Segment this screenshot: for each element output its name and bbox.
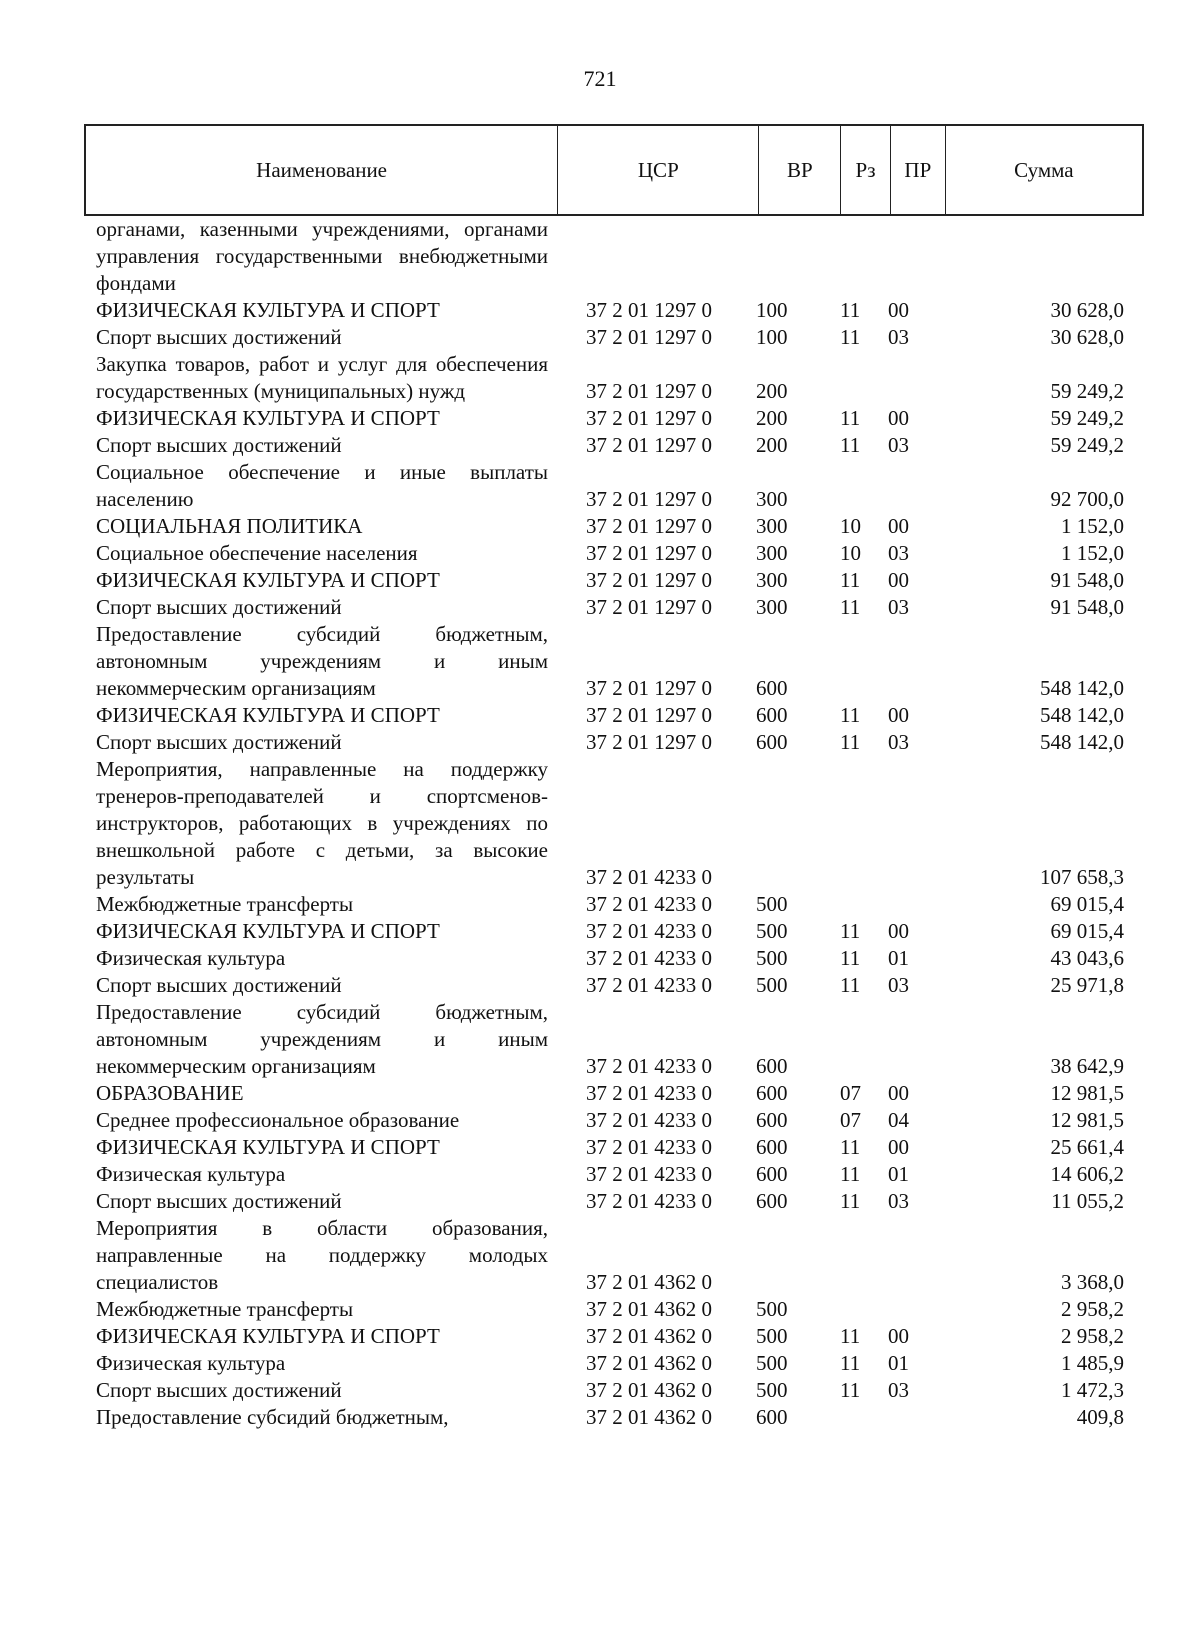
row-rz: 11: [840, 1378, 861, 1402]
row-name: ФИЗИЧЕСКАЯ КУЛЬТУРА И СПОРТ: [96, 919, 440, 943]
header-csr: ЦСР: [558, 126, 759, 214]
row-vr: 100: [756, 298, 788, 322]
row-csr: 37 2 01 1297 0: [586, 730, 712, 754]
row-sum: 12 981,5: [1050, 1108, 1124, 1132]
row-name: Предоставление субсидий бюджетным,: [96, 1405, 449, 1429]
row-name: ФИЗИЧЕСКАЯ КУЛЬТУРА И СПОРТ: [96, 406, 440, 430]
header-rz: Рз: [841, 126, 891, 214]
row-name: Спорт высших достижений: [96, 595, 342, 619]
row-name: СОЦИАЛЬНАЯ ПОЛИТИКА: [96, 514, 363, 538]
row-name: Физическая культура: [96, 1162, 286, 1186]
row-rz: 11: [840, 298, 861, 322]
row-csr: 37 2 01 1297 0: [586, 595, 712, 619]
row-sum: 59 249,2: [1050, 379, 1124, 403]
row-rz: 11: [840, 973, 861, 997]
row-csr: 37 2 01 4233 0: [586, 973, 712, 997]
row-csr: 37 2 01 1297 0: [586, 676, 712, 700]
table-row: [96, 1296, 1136, 1323]
table-row: [96, 513, 1136, 540]
row-sum: 548 142,0: [1040, 730, 1124, 754]
row-name: Спорт высших достижений: [96, 325, 342, 349]
row-vr: 600: [756, 676, 788, 700]
row-sum: 92 700,0: [1050, 487, 1124, 511]
row-name: Физическая культура: [96, 1351, 286, 1375]
header-name: Наименование: [86, 126, 558, 214]
row-csr: 37 2 01 1297 0: [586, 541, 712, 565]
row-sum: 548 142,0: [1040, 676, 1124, 700]
row-sum: 14 606,2: [1050, 1162, 1124, 1186]
row-sum: 25 971,8: [1050, 973, 1124, 997]
row-sum: 1 152,0: [1061, 541, 1124, 565]
row-csr: 37 2 01 4362 0: [586, 1297, 712, 1321]
row-vr: 500: [756, 1351, 788, 1375]
table-row: [96, 891, 1136, 918]
row-vr: 500: [756, 946, 788, 970]
row-rz: 11: [840, 433, 861, 457]
row-csr: 37 2 01 1297 0: [586, 568, 712, 592]
header-sum: Сумма: [1014, 157, 1074, 182]
row-rz: 11: [840, 946, 861, 970]
row-name: ФИЗИЧЕСКАЯ КУЛЬТУРА И СПОРТ: [96, 568, 440, 592]
row-rz: 11: [840, 406, 861, 430]
row-name: Социальное обеспечение и иные выплаты населению: [96, 460, 548, 511]
row-pr: 04: [888, 1108, 909, 1132]
row-vr: 200: [756, 406, 788, 430]
row-pr: 03: [888, 1378, 909, 1402]
row-name: Спорт высших достижений: [96, 973, 342, 997]
row-rz: 11: [840, 568, 861, 592]
row-csr: 37 2 01 1297 0: [586, 703, 712, 727]
row-rz: 11: [840, 325, 861, 349]
table-row: [96, 1404, 1136, 1431]
row-sum: 59 249,2: [1050, 433, 1124, 457]
row-csr: 37 2 01 4233 0: [586, 946, 712, 970]
row-vr: 600: [756, 1189, 788, 1213]
row-vr: 600: [756, 1135, 788, 1159]
row-csr: 37 2 01 4233 0: [586, 1162, 712, 1186]
row-sum: 548 142,0: [1040, 703, 1124, 727]
row-name: Социальное обеспечение населения: [96, 541, 418, 565]
table-row: [96, 405, 1136, 432]
row-sum: 59 249,2: [1050, 406, 1124, 430]
table-row: [96, 1377, 1136, 1404]
row-vr: 500: [756, 919, 788, 943]
table-row: [96, 918, 1136, 945]
row-name: Спорт высших достижений: [96, 1378, 342, 1402]
row-vr: 500: [756, 1324, 788, 1348]
row-csr: 37 2 01 1297 0: [586, 406, 712, 430]
row-name: Спорт высших достижений: [96, 730, 342, 754]
row-sum: 43 043,6: [1050, 946, 1124, 970]
row-name: Предоставление субсидий бюджетным, автономным учреждениям и иным некоммерческим организациям: [96, 622, 548, 700]
row-pr: 00: [888, 298, 909, 322]
row-sum: 69 015,4: [1050, 892, 1124, 916]
row-pr: 03: [888, 541, 909, 565]
row-rz: 10: [840, 514, 861, 538]
table-row: [96, 459, 1136, 513]
row-vr: 300: [756, 487, 788, 511]
row-pr: 03: [888, 433, 909, 457]
row-name: ФИЗИЧЕСКАЯ КУЛЬТУРА И СПОРТ: [96, 1324, 440, 1348]
row-vr: 600: [756, 730, 788, 754]
table-row: [96, 1188, 1136, 1215]
row-pr: 00: [888, 514, 909, 538]
row-name: ОБРАЗОВАНИЕ: [96, 1081, 244, 1105]
row-sum: 30 628,0: [1050, 298, 1124, 322]
row-sum: 69 015,4: [1050, 919, 1124, 943]
row-rz: 11: [840, 1135, 861, 1159]
row-csr: 37 2 01 4362 0: [586, 1405, 712, 1429]
row-sum: 1 152,0: [1061, 514, 1124, 538]
row-sum: 3 368,0: [1061, 1270, 1124, 1294]
row-pr: 03: [888, 595, 909, 619]
row-vr: 500: [756, 973, 788, 997]
row-csr: 37 2 01 1297 0: [586, 433, 712, 457]
table-row: [96, 594, 1136, 621]
row-csr: 37 2 01 1297 0: [586, 325, 712, 349]
row-pr: 00: [888, 703, 909, 727]
row-name: ФИЗИЧЕСКАЯ КУЛЬТУРА И СПОРТ: [96, 703, 440, 727]
row-csr: 37 2 01 4233 0: [586, 1081, 712, 1105]
row-pr: 00: [888, 406, 909, 430]
row-sum: 38 642,9: [1050, 1054, 1124, 1078]
row-sum: 107 658,3: [1040, 865, 1124, 889]
row-vr: 500: [756, 892, 788, 916]
row-vr: 500: [756, 1297, 788, 1321]
row-name: Предоставление субсидий бюджетным, автономным учреждениям и иным некоммерческим организациям: [96, 1000, 548, 1078]
row-csr: 37 2 01 4362 0: [586, 1378, 712, 1402]
row-sum: 25 661,4: [1050, 1135, 1124, 1159]
table-row: [96, 945, 1136, 972]
row-sum: 1 485,9: [1061, 1351, 1124, 1375]
row-sum: 2 958,2: [1061, 1324, 1124, 1348]
table-row: [96, 999, 1136, 1080]
row-sum: 91 548,0: [1050, 568, 1124, 592]
table-row: [96, 432, 1136, 459]
row-vr: 300: [756, 541, 788, 565]
row-vr: 600: [756, 1162, 788, 1186]
row-pr: 00: [888, 568, 909, 592]
table-row: [96, 324, 1136, 351]
row-csr: 37 2 01 4233 0: [586, 1189, 712, 1213]
table-row: [96, 621, 1136, 702]
row-rz: 11: [840, 919, 861, 943]
row-csr: 37 2 01 4233 0: [586, 1108, 712, 1132]
row-vr: 600: [756, 1108, 788, 1132]
table-row: [96, 297, 1136, 324]
row-name: Мероприятия, направленные на поддержку тренеров-преподавателей и спортсменов-инструкторов, работающих в учреждениях по внешкольной работе с детьми, за высокие результаты: [96, 757, 548, 889]
table-row: [96, 216, 1136, 297]
row-name: Межбюджетные трансферты: [96, 1297, 354, 1321]
row-pr: 03: [888, 325, 909, 349]
row-sum: 409,8: [1076, 1405, 1124, 1429]
row-vr: 600: [756, 1405, 788, 1429]
row-csr: 37 2 01 1297 0: [586, 298, 712, 322]
row-vr: 600: [756, 703, 788, 727]
table-row: [96, 1134, 1136, 1161]
row-pr: 03: [888, 1189, 909, 1213]
row-rz: 11: [840, 595, 861, 619]
row-rz: 11: [840, 730, 861, 754]
row-vr: 600: [756, 1054, 788, 1078]
row-pr: 00: [888, 1135, 909, 1159]
row-name: Спорт высших достижений: [96, 1189, 342, 1213]
row-rz: 11: [840, 1189, 861, 1213]
row-vr: 200: [756, 379, 788, 403]
row-name: ФИЗИЧЕСКАЯ КУЛЬТУРА И СПОРТ: [96, 1135, 440, 1159]
table-row: [96, 756, 1136, 891]
row-sum: 11 055,2: [1051, 1189, 1124, 1213]
table-row: [96, 1080, 1136, 1107]
row-rz: 10: [840, 541, 861, 565]
row-vr: 300: [756, 514, 788, 538]
row-sum: 12 981,5: [1050, 1081, 1124, 1105]
row-csr: 37 2 01 4362 0: [586, 1324, 712, 1348]
row-pr: 01: [888, 946, 909, 970]
table-row: [96, 351, 1136, 405]
row-rz: 11: [840, 1351, 861, 1375]
row-sum: 91 548,0: [1050, 595, 1124, 619]
row-name: Физическая культура: [96, 946, 286, 970]
row-rz: 11: [840, 1324, 861, 1348]
table-row: [96, 729, 1136, 756]
row-name: Мероприятия в области образования, направленные на поддержку молодых специалистов: [96, 1216, 548, 1294]
row-vr: 100: [756, 325, 788, 349]
row-vr: 300: [756, 595, 788, 619]
row-sum: 1 472,3: [1061, 1378, 1124, 1402]
row-csr: 37 2 01 4233 0: [586, 1135, 712, 1159]
row-pr: 03: [888, 973, 909, 997]
row-csr: 37 2 01 4233 0: [586, 865, 712, 889]
row-name: Среднее профессиональное образование: [96, 1108, 460, 1132]
row-name: Закупка товаров, работ и услуг для обеспечения государственных (муниципальных) нужд: [96, 352, 548, 403]
header-vr: ВР: [759, 126, 841, 214]
table-row: [96, 702, 1136, 729]
row-name: Спорт высших достижений: [96, 433, 342, 457]
row-vr: 500: [756, 1378, 788, 1402]
table-row: [96, 972, 1136, 999]
table-row: [96, 1107, 1136, 1134]
row-pr: 00: [888, 919, 909, 943]
row-csr: 37 2 01 4233 0: [586, 892, 712, 916]
row-rz: 11: [840, 703, 861, 727]
row-pr: 01: [888, 1351, 909, 1375]
row-sum: 2 958,2: [1061, 1297, 1124, 1321]
row-csr: 37 2 01 4233 0: [586, 919, 712, 943]
row-name: ФИЗИЧЕСКАЯ КУЛЬТУРА И СПОРТ: [96, 298, 440, 322]
row-vr: 300: [756, 568, 788, 592]
table-row: [96, 1161, 1136, 1188]
row-rz: 07: [840, 1108, 861, 1132]
table-row: [96, 567, 1136, 594]
table-row: [96, 1215, 1136, 1296]
table-body: [96, 216, 1136, 1431]
table-row: [96, 1350, 1136, 1377]
row-csr: 37 2 01 4233 0: [586, 1054, 712, 1078]
row-csr: 37 2 01 4362 0: [586, 1351, 712, 1375]
page-number: 721: [583, 66, 617, 91]
table-header: [84, 124, 1144, 216]
row-pr: 01: [888, 1162, 909, 1186]
row-csr: 37 2 01 4362 0: [586, 1270, 712, 1294]
row-pr: 00: [888, 1081, 909, 1105]
row-csr: 37 2 01 1297 0: [586, 379, 712, 403]
row-csr: 37 2 01 1297 0: [586, 514, 712, 538]
header-pr: ПР: [891, 126, 946, 214]
row-rz: 07: [840, 1081, 861, 1105]
table-row: [96, 540, 1136, 567]
row-csr: 37 2 01 1297 0: [586, 487, 712, 511]
row-name: Межбюджетные трансферты: [96, 892, 354, 916]
row-rz: 11: [840, 1162, 861, 1186]
row-sum: 30 628,0: [1050, 325, 1124, 349]
row-pr: 00: [888, 1324, 909, 1348]
row-name: органами, казенными учреждениями, органами управления государственными внебюджетными фондами: [96, 217, 548, 295]
row-vr: 200: [756, 433, 788, 457]
row-pr: 03: [888, 730, 909, 754]
table-row: [96, 1323, 1136, 1350]
row-vr: 600: [756, 1081, 788, 1105]
